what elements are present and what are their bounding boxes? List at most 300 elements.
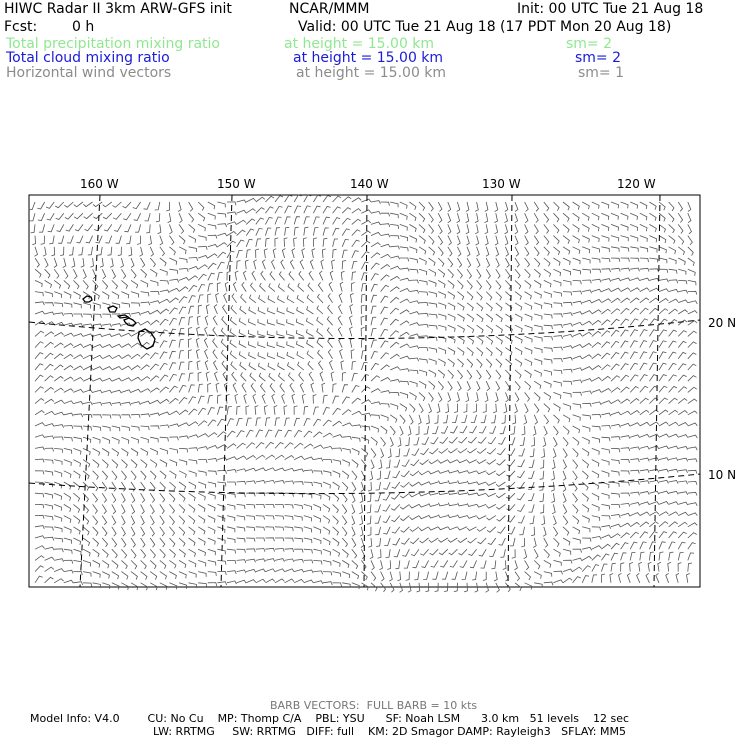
wind-barb xyxy=(475,392,478,401)
wind-barb xyxy=(227,549,236,553)
wind-barb xyxy=(410,527,419,532)
wind-barb xyxy=(131,258,134,268)
wind-barb xyxy=(265,430,272,437)
wind-barb xyxy=(112,482,116,491)
wind-barb xyxy=(350,293,353,302)
wind-barb xyxy=(330,271,333,281)
wind-barb xyxy=(323,516,330,524)
wind-barb xyxy=(430,549,439,555)
wind-barb xyxy=(402,460,410,467)
wind-barb xyxy=(601,448,609,453)
wind-barb xyxy=(169,398,178,403)
wind-barb xyxy=(505,224,508,234)
wind-barb xyxy=(123,202,132,208)
wind-barb xyxy=(114,224,121,231)
wind-barb xyxy=(141,527,145,536)
wind-barb xyxy=(73,493,79,501)
wind-barb xyxy=(296,319,303,326)
wind-barb xyxy=(592,213,599,220)
wind-barb xyxy=(342,250,347,258)
wind-barb xyxy=(342,560,349,568)
wind-barb xyxy=(86,236,93,243)
wind-barb xyxy=(121,366,130,370)
wind-barb xyxy=(611,400,620,404)
wind-barb xyxy=(452,572,458,580)
wind-barb xyxy=(688,213,691,223)
wind-barb xyxy=(35,459,44,462)
wind-barb xyxy=(214,305,217,315)
wind-barb xyxy=(582,415,590,420)
wind-barb xyxy=(273,249,276,258)
wind-barb xyxy=(552,460,555,469)
wind-barb xyxy=(544,269,551,277)
wind-barb xyxy=(285,549,294,552)
wind-barb xyxy=(390,276,399,280)
wind-barb xyxy=(350,338,353,347)
wind-barb xyxy=(169,583,176,590)
wind-barb xyxy=(112,538,117,547)
wind-barb xyxy=(304,431,312,437)
wind-barb xyxy=(160,412,170,415)
wind-barb xyxy=(333,421,342,426)
wind-barb xyxy=(352,560,358,569)
wind-barb xyxy=(323,527,330,535)
wind-barb xyxy=(458,515,468,518)
wind-barb xyxy=(409,269,418,273)
wind-barb xyxy=(352,230,361,236)
wind-barb xyxy=(619,573,622,583)
wind-barb xyxy=(250,373,256,382)
wind-barb xyxy=(391,493,400,499)
wind-barb xyxy=(208,583,217,586)
wind-barb xyxy=(394,549,400,557)
wind-barb xyxy=(601,202,608,208)
wind-barb xyxy=(351,350,354,359)
wind-barb xyxy=(534,359,542,365)
wind-barb xyxy=(637,573,640,583)
wind-barb xyxy=(160,572,167,580)
wind-barb xyxy=(73,378,83,382)
wind-barb xyxy=(621,533,630,538)
wind-barb xyxy=(422,437,429,444)
wind-barb xyxy=(525,560,529,569)
wind-barb xyxy=(409,358,418,361)
wind-barb xyxy=(551,493,554,502)
wind-barb xyxy=(265,228,271,236)
wind-barb xyxy=(265,516,274,520)
wind-barb xyxy=(121,426,129,431)
wind-barb xyxy=(256,516,265,520)
wind-barb xyxy=(630,492,639,495)
wind-barb xyxy=(179,385,186,392)
wind-barb xyxy=(481,560,487,568)
wind-barb xyxy=(217,527,225,533)
wind-barb xyxy=(524,549,527,559)
wind-barb xyxy=(239,341,246,348)
wind-barb xyxy=(150,516,154,525)
wind-barb xyxy=(582,516,589,523)
wind-barb xyxy=(450,560,458,567)
wind-barb xyxy=(179,374,185,382)
wind-barb xyxy=(639,562,642,571)
wind-barb xyxy=(544,359,552,364)
wind-barb xyxy=(112,355,122,359)
wind-barb xyxy=(450,426,457,433)
wind-barb xyxy=(640,202,647,209)
wind-barb xyxy=(352,411,362,415)
wind-barb xyxy=(410,493,420,497)
wind-barb xyxy=(221,328,227,337)
wind-barb xyxy=(309,271,313,280)
wind-barb xyxy=(400,404,407,412)
wind-barb xyxy=(93,355,103,358)
wind-barb xyxy=(45,353,54,359)
wind-barb xyxy=(621,298,630,303)
wind-barb xyxy=(227,527,235,532)
wind-barb xyxy=(468,549,476,555)
wind-barb xyxy=(102,527,107,536)
wind-barb xyxy=(429,247,435,256)
wind-barb xyxy=(371,426,379,432)
wind-barb xyxy=(275,468,285,471)
wind-barb xyxy=(381,318,388,325)
wind-barb xyxy=(630,247,638,252)
wind-barb xyxy=(429,213,434,222)
wind-barb xyxy=(649,352,656,359)
wind-barb xyxy=(98,247,103,255)
wind-barb xyxy=(327,328,332,337)
wind-barb xyxy=(669,363,677,370)
wind-barb xyxy=(189,202,193,211)
wind-barb xyxy=(582,269,591,273)
wind-barb xyxy=(237,481,246,484)
wind-barb xyxy=(233,383,237,393)
wind-barb xyxy=(601,389,610,393)
wind-barb xyxy=(409,392,416,399)
wind-barb xyxy=(81,258,84,267)
wind-barb xyxy=(505,269,510,278)
wind-barb xyxy=(438,348,446,354)
wind-barb xyxy=(525,572,531,581)
wind-barb xyxy=(294,579,304,582)
wind-barb xyxy=(659,352,666,359)
wind-barb xyxy=(29,213,35,221)
wind-barb xyxy=(313,560,322,564)
wind-barb xyxy=(129,247,132,256)
wind-barb xyxy=(419,313,428,316)
wind-barb xyxy=(150,364,159,370)
wind-barb xyxy=(525,336,533,342)
wind-barb xyxy=(224,293,227,303)
wind-barb xyxy=(621,503,630,506)
wind-barb xyxy=(621,553,627,561)
wind-barb xyxy=(169,538,175,547)
wind-barb xyxy=(265,527,274,531)
wind-barb xyxy=(361,400,370,404)
wind-barb xyxy=(179,527,185,536)
wind-barb xyxy=(669,398,678,403)
wind-barb xyxy=(73,414,82,417)
wind-barb xyxy=(381,341,389,348)
wind-barb xyxy=(678,269,686,275)
wind-barb xyxy=(179,410,188,415)
wind-barb xyxy=(141,437,149,443)
wind-barb xyxy=(534,292,541,299)
wind-barb xyxy=(505,202,508,212)
wind-barb xyxy=(563,202,569,210)
wind-barb xyxy=(121,516,125,526)
wind-barb xyxy=(400,247,408,252)
wind-barb xyxy=(179,471,186,478)
wind-barb xyxy=(189,258,198,261)
wind-barb xyxy=(141,321,150,325)
wind-barb xyxy=(118,247,122,256)
wind-barb xyxy=(279,373,285,381)
wind-barb xyxy=(486,314,492,322)
wind-barb xyxy=(231,361,237,370)
wind-barb xyxy=(221,350,227,359)
wind-barb xyxy=(376,538,380,547)
wind-barb xyxy=(35,258,39,267)
wind-barb xyxy=(131,560,137,569)
wind-barb xyxy=(246,418,251,426)
wind-barb xyxy=(141,504,145,514)
wind-barb xyxy=(45,376,54,382)
wind-barb xyxy=(452,415,457,423)
wind-barb xyxy=(678,411,687,415)
wind-barb xyxy=(630,532,639,538)
wind-barb xyxy=(467,314,474,322)
wind-barb xyxy=(582,213,589,220)
wind-barb xyxy=(249,362,256,370)
wind-barb xyxy=(601,516,610,520)
wind-barb xyxy=(288,362,295,370)
wind-barb xyxy=(457,325,464,332)
wind-barb xyxy=(237,406,241,415)
wind-barb xyxy=(582,280,591,283)
wind-barb xyxy=(246,527,255,531)
wind-barb xyxy=(541,448,544,457)
wind-barb xyxy=(419,236,425,244)
wind-barb xyxy=(477,336,483,344)
wind-barb xyxy=(621,375,629,381)
wind-barb xyxy=(563,213,569,221)
wind-barb xyxy=(519,527,524,535)
wind-barb xyxy=(361,362,367,370)
wind-barb xyxy=(112,560,118,568)
wind-barb xyxy=(169,258,176,265)
wind-barb xyxy=(688,513,698,516)
wind-barb xyxy=(317,339,323,347)
wind-barb xyxy=(381,254,391,258)
wind-barb xyxy=(669,552,674,560)
wind-barb xyxy=(601,426,610,429)
wind-barb xyxy=(169,247,175,255)
wind-barb xyxy=(221,339,227,348)
wind-barb xyxy=(73,280,79,289)
wind-barb xyxy=(112,344,122,347)
wind-barb xyxy=(487,527,496,532)
wind-barb xyxy=(544,202,549,211)
wind-barb xyxy=(611,424,620,427)
wind-barb xyxy=(511,426,516,434)
wind-barb xyxy=(275,418,280,426)
wind-barb xyxy=(227,212,236,215)
wind-barb xyxy=(621,493,630,496)
wind-barb xyxy=(113,213,121,219)
wind-barb xyxy=(494,572,497,581)
wind-barb xyxy=(237,527,245,532)
wind-barb xyxy=(688,301,698,304)
wind-barb xyxy=(507,471,516,477)
wind-barb xyxy=(438,303,446,309)
wind-barb xyxy=(169,482,175,490)
wind-barb xyxy=(227,222,237,225)
wind-barb xyxy=(424,426,429,434)
wind-barb xyxy=(102,314,111,318)
wind-barb xyxy=(248,330,256,336)
wind-barb xyxy=(361,305,364,314)
wind-barb xyxy=(659,289,669,292)
wind-barb xyxy=(246,559,255,562)
wind-barb xyxy=(458,527,468,530)
wind-barb xyxy=(429,381,435,389)
wind-barb xyxy=(169,516,174,525)
wind-barb xyxy=(630,470,639,473)
wind-barb xyxy=(489,426,496,433)
wind-barb xyxy=(553,538,559,547)
wind-barb xyxy=(573,269,581,274)
wind-barb xyxy=(361,327,364,336)
wind-barb xyxy=(409,247,417,253)
wind-barb xyxy=(208,527,215,534)
wind-barb xyxy=(592,448,599,454)
wind-barb xyxy=(534,213,538,222)
wind-barb xyxy=(563,560,572,563)
wind-barb xyxy=(83,572,91,577)
wind-barb xyxy=(93,334,103,337)
wind-barb xyxy=(486,247,489,256)
wind-barb xyxy=(217,482,226,486)
wind-barb xyxy=(390,415,397,423)
wind-barb xyxy=(198,236,206,241)
wind-barb xyxy=(486,583,489,593)
wind-barb xyxy=(669,352,677,359)
wind-barb xyxy=(496,292,502,301)
wind-barb xyxy=(592,516,600,521)
wind-barb xyxy=(123,213,131,220)
wind-barb xyxy=(483,572,486,581)
wind-barb xyxy=(621,224,629,230)
wind-barb xyxy=(131,504,135,514)
wind-barb xyxy=(150,426,159,429)
wind-barb xyxy=(246,538,255,542)
wind-barb xyxy=(448,348,455,355)
wind-barb xyxy=(246,198,256,202)
wind-barb xyxy=(496,258,500,268)
wind-barb xyxy=(553,224,559,233)
wind-barb xyxy=(166,202,169,211)
wind-barb xyxy=(409,224,416,232)
wind-barb xyxy=(208,504,215,511)
wind-barb xyxy=(611,319,620,325)
wind-barb xyxy=(208,213,216,219)
wind-barb xyxy=(313,538,321,544)
wind-barb xyxy=(304,580,314,583)
wind-barb xyxy=(582,391,591,394)
wind-barb xyxy=(208,549,216,555)
wind-barb xyxy=(323,395,328,403)
wind-barb xyxy=(611,202,619,208)
wind-barb xyxy=(383,527,390,534)
wind-barb xyxy=(93,213,102,218)
wind-barb xyxy=(419,202,425,211)
wind-barb xyxy=(592,377,601,381)
meridian-line xyxy=(654,195,660,587)
wind-barb xyxy=(243,271,246,281)
wind-barb xyxy=(319,361,324,370)
wind-barb xyxy=(60,247,64,256)
wind-barb xyxy=(277,342,285,348)
wind-barb xyxy=(169,224,172,234)
wind-barb xyxy=(102,403,111,406)
wind-barb xyxy=(267,319,275,325)
wind-barb xyxy=(429,515,439,518)
wind-barb xyxy=(371,263,379,269)
wind-barb xyxy=(131,303,140,307)
model-info-line-2: LW: RRTMG SW: RRTMG DIFF: full KM: 2D Smagor DAMP: Rayleigh3 SFLAY: MM5 xyxy=(153,725,626,738)
wind-barb xyxy=(323,460,332,463)
wind-barb xyxy=(640,363,648,370)
wind-barb xyxy=(150,301,160,304)
wind-barb xyxy=(688,399,697,404)
wind-barb xyxy=(489,549,496,556)
wind-barb xyxy=(45,269,50,278)
wind-barb xyxy=(621,330,629,337)
wind-barb xyxy=(475,224,478,233)
wind-barb xyxy=(208,420,216,426)
wind-barb xyxy=(390,266,400,269)
wind-barb xyxy=(459,549,468,555)
wind-barb xyxy=(487,448,496,454)
wind-barb xyxy=(563,437,568,446)
wind-barb xyxy=(285,538,294,542)
wind-barb xyxy=(601,413,610,416)
wind-barb xyxy=(601,471,609,477)
wind-barb xyxy=(601,320,610,325)
wind-barb xyxy=(217,470,226,473)
wind-barb xyxy=(563,516,568,525)
wind-barb xyxy=(400,356,410,359)
wind-barb xyxy=(198,247,207,250)
wind-barb xyxy=(390,404,398,410)
wind-barb xyxy=(35,399,44,404)
wind-barb xyxy=(265,238,269,247)
wind-barb xyxy=(592,493,599,500)
wind-barb xyxy=(278,284,284,292)
wind-barb xyxy=(621,202,629,208)
wind-barb xyxy=(486,303,492,311)
wind-barb xyxy=(198,516,205,524)
wind-barb xyxy=(573,549,582,552)
wind-barb xyxy=(497,527,505,533)
wind-barb xyxy=(601,309,610,314)
wind-barb xyxy=(540,460,544,469)
wind-barb xyxy=(419,303,428,306)
wind-barb xyxy=(659,410,668,415)
wind-barb xyxy=(448,325,455,332)
wind-barb xyxy=(669,532,677,538)
